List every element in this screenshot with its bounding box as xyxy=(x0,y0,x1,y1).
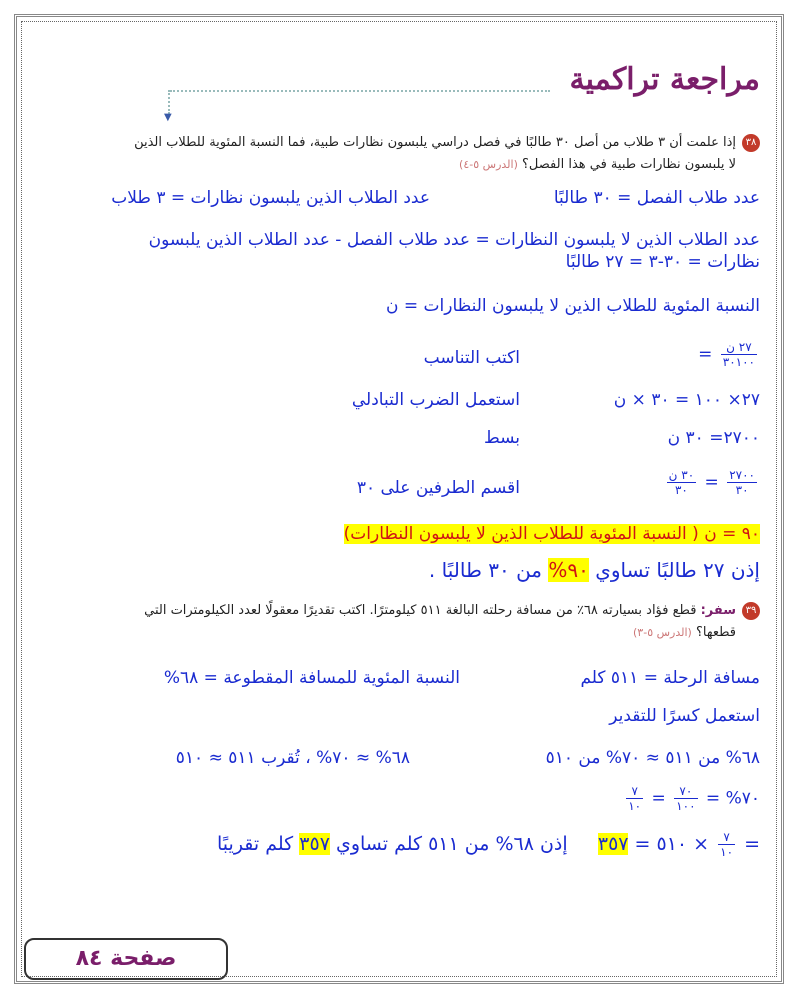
fraction-num: ٢٧ ن xyxy=(721,340,757,355)
sol1-conclusion xyxy=(429,558,760,582)
sol1-line2a: عدد الطلاب الذين لا يلبسون النظارات = عدد طلاب الفصل - عدد الطلاب الذين يلبسون xyxy=(148,230,760,250)
sol1-line2b: نظارات = ٣٠-٣ = ٢٧ طالبًا xyxy=(565,252,760,272)
question-39 xyxy=(60,600,760,644)
conclusion-suffix: كلم تقريبًا xyxy=(217,833,294,855)
sol1-line1a: عدد طلاب الفصل = ٣٠ طالبًا xyxy=(553,188,760,208)
question-text: قطع فؤاد بسيارته ٦٨٪ من مسافة رحلته البالغة ٥١١ كيلومترًا. اكتب تقديرًا معقولًا لعدد الكيلومترات التي xyxy=(144,603,697,618)
fraction-num: ٧ xyxy=(626,784,643,799)
conclusion-text: إذن ٦٨% من ٥١١ كلم تساوي xyxy=(335,833,568,855)
step2-label: استعمل الضرب التبادلي xyxy=(351,390,520,410)
page-number: صفحة ٨٤ xyxy=(24,938,228,980)
fraction-num: ٣٠ ن xyxy=(668,468,695,482)
fraction xyxy=(674,784,697,813)
question-number: ٣٨ xyxy=(742,134,760,152)
step3-label: بسط xyxy=(483,428,520,448)
lesson-ref: (الدرس ٥-٤) xyxy=(459,158,518,171)
sol2-line1a: مسافة الرحلة = ٥١١ كلم xyxy=(580,668,760,688)
arrow-down-icon: ▼ xyxy=(164,112,172,123)
question-text: إذا علمت أن ٣ طلاب من أصل ٣٠ طالبًا في فصل دراسي يلبسون نظارات طبية، فما النسبة المئوية للطلاب الذين xyxy=(134,135,736,150)
step4-label: اقسم الطرفين على ٣٠ xyxy=(356,478,520,498)
fraction-den: ٣٠ xyxy=(735,483,749,497)
fraction-num: ٢٧٠٠ xyxy=(729,468,755,482)
sol1-line3: النسبة المئوية للطلاب الذين لا يلبسون النظارات = ن xyxy=(386,296,760,316)
sol2-line5 xyxy=(217,830,760,859)
sol1-step2: ٢٧× ١٠٠ = ٣٠ × ن xyxy=(613,390,760,410)
conclusion-highlight: ٩٠% xyxy=(548,558,589,582)
sol1-step3: ٢٧٠٠= ٣٠ ن xyxy=(667,428,760,448)
question-number: ٣٩ xyxy=(742,602,760,620)
section-header xyxy=(160,60,760,123)
fraction-num: ٧ xyxy=(718,830,735,845)
times-text: × ٥١٠ = xyxy=(634,833,710,855)
fraction-den: ١٠ xyxy=(720,845,734,859)
lesson-ref: (الدرس ٥-٣) xyxy=(633,626,692,639)
conclusion-text-2: من ٣٠ طالبًا . xyxy=(428,558,543,582)
answer-highlight-2: ٣٥٧ xyxy=(299,833,330,855)
equals: = xyxy=(698,344,713,365)
sol2-line2: استعمل كسرًا للتقدير xyxy=(609,706,760,726)
fraction xyxy=(721,340,757,369)
fraction-den: ٣٠ xyxy=(674,483,688,497)
answer-highlight: ٣٥٧ xyxy=(597,833,629,855)
sol1-step4: $\frac{٢٧٠٠}{٣٠}$ = $\frac{\text{٣٠ ن}}{٣٠}$ xyxy=(668,468,755,497)
sol2-line4: ٧٠% = $\frac{٧٠}{١٠٠}$ = $\frac{٧}{١٠}$ xyxy=(628,784,760,813)
fraction-num: ٧٠ xyxy=(674,784,697,799)
fraction-den: ٣٠١٠٠ xyxy=(722,355,755,369)
question-38 xyxy=(60,132,760,176)
question-text-2: لا يلبسون نظارات طبية في هذا الفصل؟ xyxy=(522,157,736,172)
conclusion-text: إذن ٢٧ طالبًا تساوي xyxy=(595,558,760,582)
fraction-den: ١٠ xyxy=(628,799,642,813)
equals: = xyxy=(744,833,760,855)
fraction xyxy=(626,784,643,813)
sol1-step1 xyxy=(698,340,760,369)
step1-label: اكتب التناسب xyxy=(423,348,520,368)
sol2-line3a: ٦٨% من ٥١١ ≈ ٧٠% من ٥١٠ xyxy=(545,748,760,768)
fraction xyxy=(667,468,697,497)
question-label: سفر: xyxy=(700,603,736,618)
question-text-2: قطعها؟ xyxy=(695,625,736,640)
sol1-result: ٩٠ = ن ( النسبة المئوية للطلاب الذين لا يلبسون النظارات) xyxy=(343,524,760,544)
percent-eq: ٧٠% = xyxy=(705,788,760,809)
page-title: مراجعة تراكمية xyxy=(569,62,760,97)
fraction xyxy=(727,468,757,497)
title-divider xyxy=(170,90,550,92)
title-divider-hook xyxy=(168,90,170,114)
fraction xyxy=(718,830,735,859)
fraction-den: ١٠٠ xyxy=(676,799,696,813)
sol2-line1b: النسبة المئوية للمسافة المقطوعة = ٦٨% xyxy=(163,668,460,688)
sol1-line1b: عدد الطلاب الذين يلبسون نظارات = ٣ طلاب xyxy=(111,188,430,208)
sol2-line3b: ٦٨% ≈ ٧٠% ، تُقرب ٥١١ ≈ ٥١٠ xyxy=(175,748,410,768)
